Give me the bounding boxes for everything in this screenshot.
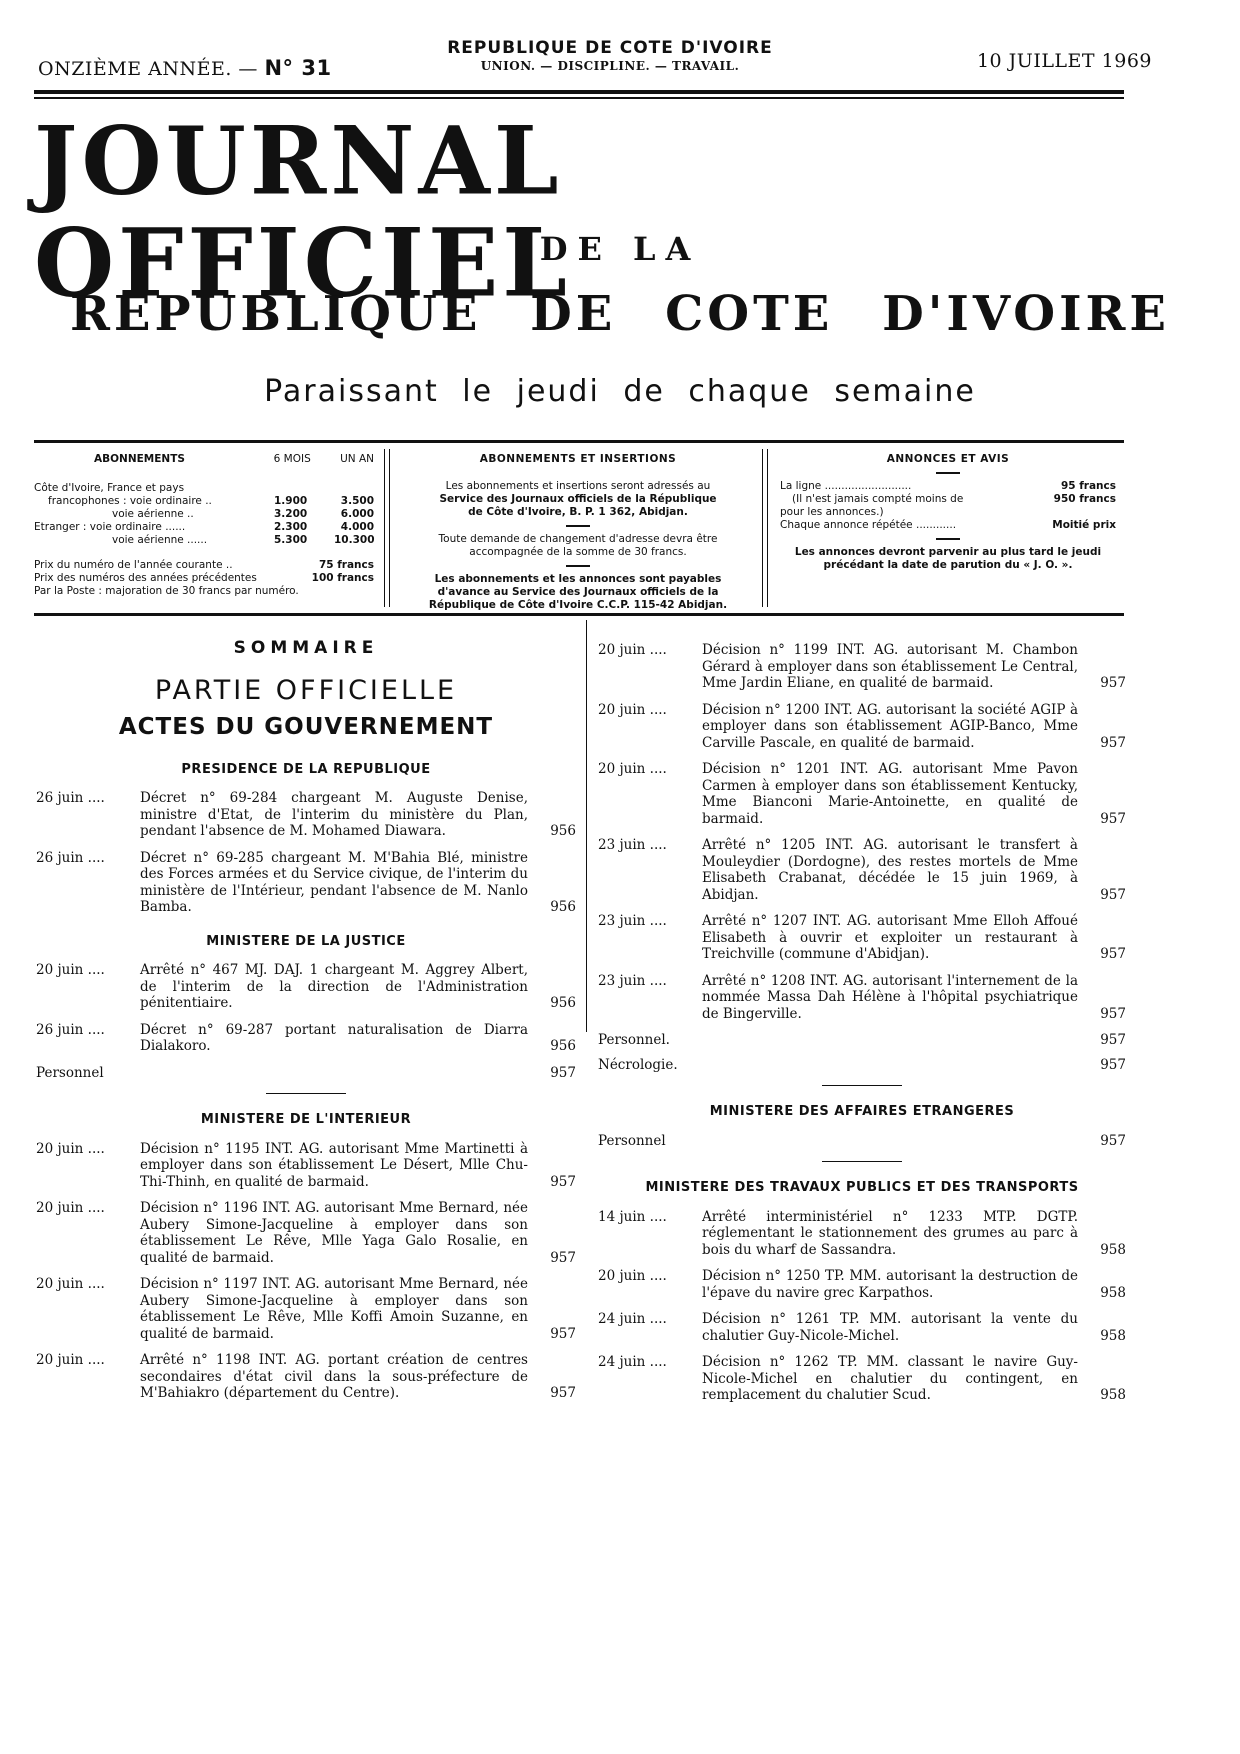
entry-text: Décret n° 69-287 portant naturalisation de Diarra Dialakoro. <box>140 1021 528 1054</box>
toc-entry[interactable] <box>36 850 576 916</box>
entry-page: 956 <box>550 823 576 839</box>
insertions-p3a: Les abonnements et les annonces sont payables <box>434 573 722 585</box>
toc-entry[interactable] <box>598 837 1126 903</box>
abonnements-line4-v1: 2.300 <box>274 521 308 533</box>
header-republic <box>420 38 800 73</box>
abonnements-line3-v2: 6.000 <box>340 508 374 520</box>
entry-text: Personnel <box>598 1132 666 1149</box>
header-rule-thin <box>34 97 1124 99</box>
toc-entry[interactable] <box>36 1352 576 1402</box>
toc-entry-personnel[interactable] <box>598 1032 1126 1049</box>
annonces-note1: (Il n'est jamais compté moins de <box>792 493 964 505</box>
entry-page: 958 <box>1100 1241 1126 1258</box>
entry-text: Décision n° 1199 INT. AG. autorisant M. Chambon Gérard à employer dans son établissement Le Central, Mme Jardin Eliane, en qualité de barmaid. <box>702 642 1078 691</box>
abonnements-line5-v2: 10.300 <box>334 534 375 546</box>
box-abonnements <box>34 453 374 598</box>
entry-date: 20 juin .... <box>36 1352 105 1368</box>
entry-text: Arrêté n° 1205 INT. AG. autorisant le transfert à Mouleydier (Dordogne), des restes mortels de Mme Elisabeth Crabanat, décédée le 15 juin 1969, à Abidjan. <box>702 837 1078 903</box>
abonnements-line5-v1: 5.300 <box>274 534 308 546</box>
insertions-p1c: de Côte d'Ivoire, B. P. 1 362, Abidjan. <box>468 506 688 518</box>
edition-label <box>38 56 332 80</box>
box-insertions <box>402 453 754 612</box>
entry-page: 957 <box>550 1173 576 1190</box>
entry-text: Décision n° 1262 TP. MM. classant le navire Guy-Nicole-Michel en chalutier du contingent, en remplacement du chalutier Scud. <box>702 1354 1078 1403</box>
entry-text: Décision n° 1195 INT. AG. autorisant Mme Martinetti à employer dans son établissement Le Désert, Mlle Chu-Thi-Thinh, en qualité de barmaid. <box>140 1140 528 1190</box>
toc-entry[interactable] <box>36 1200 576 1266</box>
entry-date: 24 juin .... <box>598 1354 667 1370</box>
masthead-republic: REPUBLIQUE DE COTE D'IVOIRE <box>69 286 1171 342</box>
abonnements-line4-v2: 4.000 <box>340 521 374 533</box>
entry-date: 23 juin .... <box>598 837 667 853</box>
separator <box>266 1093 346 1094</box>
entry-page: 956 <box>550 1038 576 1054</box>
entry-page: 957 <box>1100 886 1126 903</box>
toc-entry[interactable] <box>598 761 1126 827</box>
toc-entry[interactable] <box>598 1311 1126 1344</box>
justice-heading: MINISTERE DE LA JUSTICE <box>206 933 406 949</box>
entry-page: 957 <box>1100 946 1126 962</box>
entry-text: Décret n° 69-284 chargeant M. Auguste Denise, ministre d'Etat, de l'interim du ministère du Plan, pendant l'absence de M. Mohamed Diawara. <box>140 790 528 839</box>
annonces-repeat-value: Moitié prix <box>1052 519 1116 531</box>
column-divider <box>586 620 587 1032</box>
entry-text: Personnel. <box>598 1032 670 1048</box>
insertions-p1b: Service des Journaux officiels de la République <box>439 493 717 505</box>
entry-date: 20 juin .... <box>36 1200 105 1216</box>
left-column <box>36 640 576 1412</box>
entry-page: 957 <box>1100 1056 1126 1073</box>
entry-page: 957 <box>550 1064 576 1081</box>
abonnements-line2-v1: 1.900 <box>274 495 308 507</box>
entry-date: 23 juin .... <box>598 972 667 989</box>
insertions-p2a: Toute demande de changement d'adresse devra être <box>438 533 718 545</box>
partie-officielle-heading: PARTIE OFFICIELLE <box>154 674 458 706</box>
entry-date: 26 juin .... <box>36 1021 105 1038</box>
toc-entry[interactable] <box>598 642 1126 692</box>
entry-text: Décision n° 1250 TP. MM. autorisant la destruction de l'épave du navire grec Karpathos. <box>702 1268 1078 1301</box>
toc-entry[interactable] <box>598 973 1126 1023</box>
annonces-deadline2: précédant la date de parution du « J. O. ». <box>823 559 1073 571</box>
annonces-note2: pour les annonces.) <box>780 506 884 518</box>
entry-text: Nécrologie. <box>598 1056 678 1073</box>
entry-page: 957 <box>1100 1005 1126 1022</box>
separator <box>822 1085 902 1086</box>
entry-text: Décision n° 1201 INT. AG. autorisant Mme Pavon Carmen à employer dans son établissement Kentucky, Mme Bianconi Marie-Antoinette, en qualité de barmaid. <box>702 761 1078 827</box>
toc-entry[interactable] <box>36 962 576 1012</box>
insertions-p2b: accompagnée de la somme de 30 francs. <box>469 546 687 558</box>
entry-page: 957 <box>1100 1032 1126 1048</box>
abonnements-line3: voie aérienne .. <box>112 508 194 520</box>
entry-date: 26 juin .... <box>36 790 105 806</box>
annonces-line-value: 95 francs <box>1060 480 1116 492</box>
price-previous: Prix des numéros des années précédentes <box>34 572 257 584</box>
masthead-de-la: DE LA <box>539 230 701 268</box>
entry-text: Arrêté n° 467 MJ. DAJ. 1 chargeant M. Aggrey Albert, de l'interim de la direction de l'Administration pénitentiaire. <box>140 962 528 1011</box>
entry-text: Décision n° 1197 INT. AG. autorisant Mme Bernard, née Aubery Simone-Jacqueline à employer dans son établissement Le Rêve, Mlle Koffi Amoin Suzanne, en qualité de barmaid. <box>140 1276 528 1342</box>
insertions-heading: ABONNEMENTS ET INSERTIONS <box>479 453 677 465</box>
price-current-value: 75 francs <box>318 559 374 571</box>
insertions-p3c: République de Côte d'Ivoire C.C.P. 115-42 Abidjan. <box>428 599 728 611</box>
sommaire-heading: SOMMAIRE <box>233 638 379 658</box>
toc-entry[interactable] <box>36 1022 576 1055</box>
abonnements-line1: Côte d'Ivoire, France et pays <box>34 482 185 494</box>
entry-date: 20 juin .... <box>36 1276 105 1292</box>
entry-date: 14 juin .... <box>598 1208 667 1225</box>
entry-date: 20 juin .... <box>598 701 667 718</box>
entry-date: 20 juin .... <box>598 642 667 658</box>
right-column <box>598 642 1126 1414</box>
entry-text: Décision n° 1196 INT. AG. autorisant Mme Bernard, née Aubery Simone-Jacqueline à employer dans son établissement Le Rêve, Mlle Yaga Galo Rosalie, en qualité de barmaid. <box>140 1200 528 1266</box>
entry-page: 958 <box>1100 1284 1126 1301</box>
entry-date: 24 juin .... <box>598 1311 667 1327</box>
issue-number: N° 31 <box>264 56 332 80</box>
entry-date: 20 juin .... <box>598 761 667 777</box>
entry-text: Arrêté n° 1198 INT. AG. portant création de centres secondaires d'état civil dans la sous-préfecture de M'Bahiakro (département du Centre). <box>140 1352 528 1401</box>
annonces-dash-2 <box>936 538 960 540</box>
affaires-etrangeres-heading: MINISTERE DES AFFAIRES ETRANGERES <box>709 1104 1015 1119</box>
entry-date: 23 juin .... <box>598 913 667 929</box>
annonces-deadline1: Les annonces devront parvenir au plus tard le jeudi <box>794 546 1102 558</box>
entry-date: 26 juin .... <box>36 849 105 866</box>
entry-page: 956 <box>550 995 576 1011</box>
entry-page: 956 <box>550 899 576 915</box>
box-annonces <box>780 453 1116 572</box>
price-current: Prix du numéro de l'année courante .. <box>34 559 233 571</box>
toc-entry-necrologie[interactable] <box>598 1057 1126 1074</box>
issue-date: 10 JUILLET 1969 <box>976 50 1152 72</box>
entry-text: Personnel <box>36 1064 104 1081</box>
annonces-dash <box>936 472 960 474</box>
box-divider-2 <box>762 449 768 607</box>
entry-page: 957 <box>1100 810 1126 827</box>
abonnements-col2: UN AN <box>340 453 374 465</box>
annonces-line-label: La ligne .......................... <box>780 480 912 492</box>
entry-date: 20 juin .... <box>598 1268 667 1284</box>
abonnements-line5: voie aérienne ...... <box>112 534 208 546</box>
toc-entry[interactable] <box>36 1141 576 1191</box>
header-rule <box>34 90 1124 94</box>
abonnements-line2: francophones : voie ordinaire .. <box>48 495 212 507</box>
abonnements-heading: ABONNEMENTS <box>94 453 185 465</box>
entry-page: 957 <box>550 1385 576 1401</box>
box-divider-1 <box>384 449 390 607</box>
travaux-publics-heading: MINISTERE DES TRAVAUX PUBLICS ET DES TRANSPORTS <box>645 1180 1079 1195</box>
annonces-note1-value: 950 francs <box>1053 493 1116 505</box>
entry-text: Décision n° 1261 TP. MM. autorisant la vente du chalutier Guy-Nicole-Michel. <box>702 1311 1078 1344</box>
insertions-dash <box>566 525 590 527</box>
header-republic-name: REPUBLIQUE DE COTE D'IVOIRE <box>447 38 773 58</box>
entry-text: Décision n° 1200 INT. AG. autorisant la société AGIP à employer dans son établissement AGIP-Banco, Mme Carville Pascale, en qualité de barmaid. <box>702 701 1078 751</box>
entry-page: 957 <box>1100 734 1126 751</box>
insertions-p1a: Les abonnements et insertions seront adressés au <box>445 480 711 492</box>
toc-entry[interactable] <box>598 702 1126 752</box>
abonnements-line3-v1: 3.200 <box>274 508 308 520</box>
annonces-heading: ANNONCES ET AVIS <box>886 453 1010 465</box>
price-previous-value: 100 francs <box>311 572 374 584</box>
header-motto: UNION. — DISCIPLINE. — TRAVAIL. <box>480 59 740 73</box>
entry-page: 957 <box>1100 675 1126 691</box>
entry-text: Arrêté n° 1208 INT. AG. autorisant l'internement de la nommée Massa Dah Hélène à l'hôpital psychiatrique de Bingerville. <box>702 972 1078 1022</box>
entry-page: 958 <box>1100 1327 1126 1344</box>
abonnements-col1: 6 MOIS <box>273 453 311 465</box>
toc-entry[interactable] <box>36 790 576 840</box>
info-band <box>34 440 1124 616</box>
entry-text: Arrêté n° 1207 INT. AG. autorisant Mme Elloh Affoué Elisabeth à ouvrir et exploiter un restaurant à Treichville (commune d'Abidjan). <box>702 913 1078 962</box>
annonces-repeat-label: Chaque annonce répétée ............ <box>780 519 957 531</box>
toc-entry-personnel[interactable] <box>36 1065 576 1082</box>
insertions-p3b: d'avance au Service des Journaux officiels de la <box>437 586 719 598</box>
price-postal: Par la Poste : majoration de 30 francs par numéro. <box>34 585 299 597</box>
entry-page: 958 <box>1100 1387 1126 1403</box>
entry-text: Arrêté interministériel n° 1233 MTP. DGTP. réglementant le stationnement des grumes au parc à bois du wharf de Sassandra. <box>702 1208 1078 1258</box>
masthead-title: JOURNAL OFFICIEL <box>34 105 571 319</box>
abonnements-line2-v2: 3.500 <box>340 495 374 507</box>
presidence-heading: PRESIDENCE DE LA REPUBLIQUE <box>181 761 431 777</box>
entry-text: Décret n° 69-285 chargeant M. M'Bahia Blé, ministre des Forces armées et du Service civique, de l'interim du ministère de l'Intérieur, pendant l'absence de M. Nanlo Bamba. <box>140 849 528 915</box>
toc-entry[interactable] <box>36 1276 576 1342</box>
masthead-frequency: Paraissant le jeudi de chaque semaine <box>264 374 976 409</box>
entry-page: 957 <box>550 1249 576 1266</box>
toc-entry[interactable] <box>598 1268 1126 1301</box>
abonnements-line4: Etranger : voie ordinaire ...... <box>34 521 186 533</box>
edition-text: ONZIÈME ANNÉE. — <box>38 58 258 80</box>
insertions-dash-2 <box>566 565 590 567</box>
entry-page: 957 <box>550 1325 576 1342</box>
entry-date: 20 juin .... <box>36 962 105 978</box>
entry-page: 957 <box>1100 1132 1126 1149</box>
entry-date: 20 juin .... <box>36 1140 105 1157</box>
toc-entry-personnel[interactable] <box>598 1133 1126 1150</box>
toc-entry[interactable] <box>598 1209 1126 1259</box>
toc-entry[interactable] <box>598 913 1126 963</box>
interieur-heading: MINISTERE DE L'INTERIEUR <box>200 1112 412 1127</box>
separator <box>822 1161 902 1162</box>
toc-entry[interactable] <box>598 1354 1126 1404</box>
actes-heading: ACTES DU GOUVERNEMENT <box>118 714 494 740</box>
